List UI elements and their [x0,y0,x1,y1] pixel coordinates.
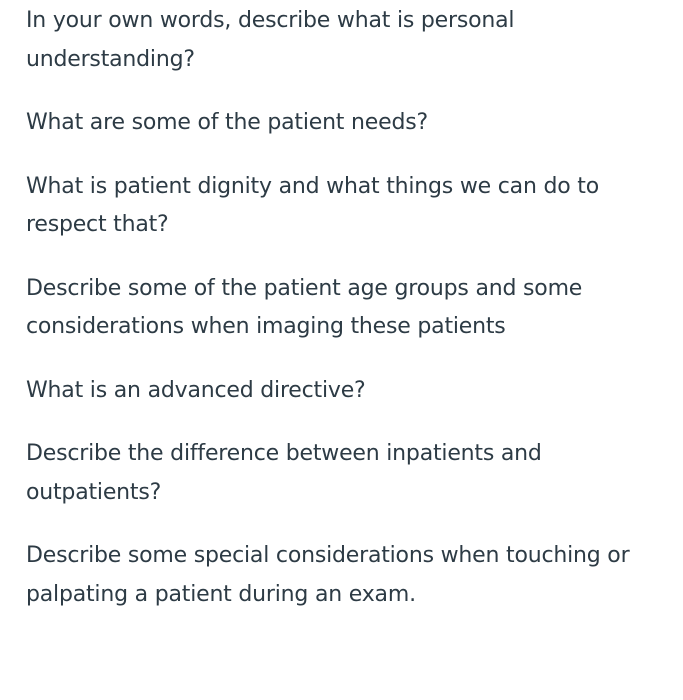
question-1: In your own words, describe what is personal understanding? [26,8,515,72]
question-6: Describe the difference between inpatients and outpatients? [26,441,542,505]
question-list [26,2,666,639]
question-2: What are some of the patient needs? [26,110,428,135]
question-4: Describe some of the patient age groups and some considerations when imaging these patients [26,275,583,339]
question-3: What is patient dignity and what things we can do to respect that? [26,173,599,237]
question-5: What is an advanced directive? [26,377,366,403]
question-7: Describe some special considerations when touching or palpating a patient during an exam. [26,543,630,607]
